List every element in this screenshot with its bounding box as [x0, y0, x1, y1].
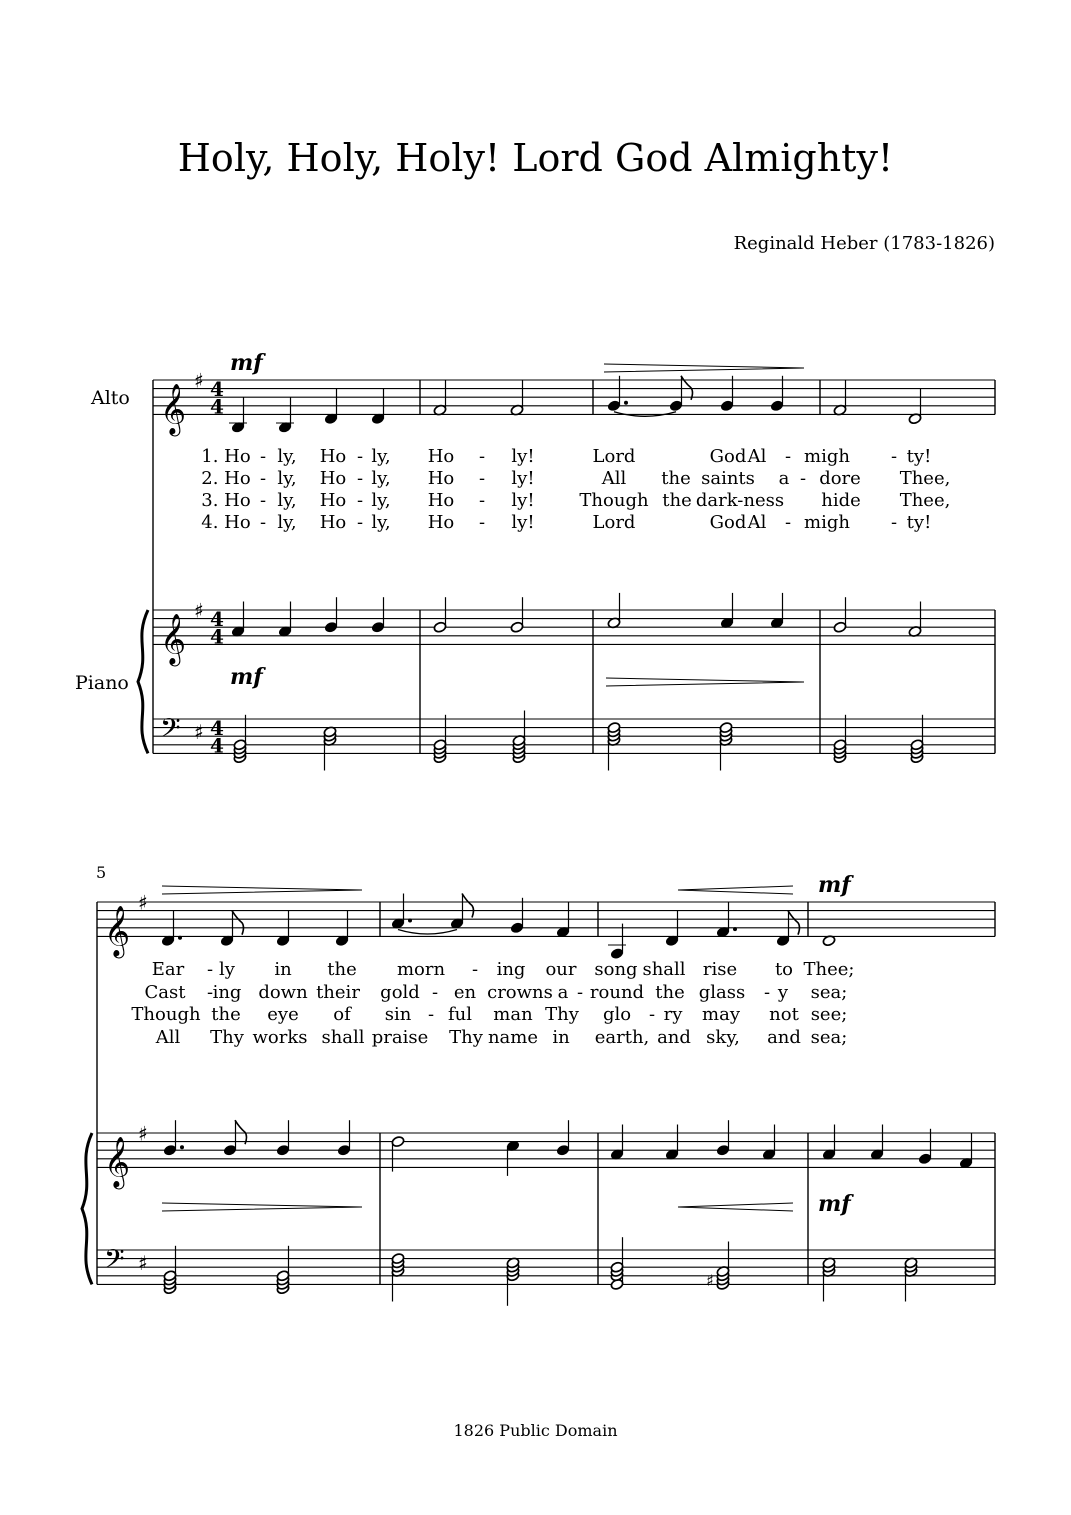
- lyric-verse-1: ing: [496, 959, 526, 980]
- lyric-verse-4: -: [356, 512, 364, 533]
- lyric-verse-2: -: [478, 468, 486, 489]
- augmentation-dot: [178, 936, 182, 940]
- accidental-sharp-icon: ♯: [706, 1271, 714, 1291]
- lyric-verse-4: -: [890, 512, 898, 533]
- lyric-verse-3: -: [427, 1004, 435, 1025]
- lyric-verse-3: ry: [663, 1004, 683, 1025]
- treble-clef-icon: 𝄞: [104, 905, 131, 957]
- lyric-verse-1: ty!: [906, 446, 932, 467]
- measure-number: 5: [96, 863, 107, 882]
- lyric-verse-2: Ho: [319, 468, 347, 489]
- lyric-verse-2: en: [453, 982, 477, 1003]
- lyric-verse-2: Ho: [427, 468, 455, 489]
- note-head: [324, 621, 338, 633]
- note-head: [510, 922, 524, 934]
- piano-brace: [138, 610, 148, 753]
- lyric-verse-4: sea;: [810, 1027, 848, 1048]
- lyric-verse-3: the: [662, 490, 692, 511]
- note-head: [669, 400, 683, 412]
- time-signature-denominator: 4: [210, 394, 224, 419]
- lyric-verse-2: a: [557, 982, 569, 1003]
- lyric-verse-3: ful: [447, 1004, 473, 1025]
- augmentation-dot: [624, 401, 628, 405]
- lyric-verse-4: name: [487, 1027, 539, 1048]
- note-head: [391, 1136, 405, 1148]
- lyric-verse-3: dark-ness: [695, 490, 785, 511]
- augmentation-dot: [733, 927, 737, 931]
- lyric-verse-1: morn: [396, 959, 446, 980]
- lyric-verse-1: 1. Ho: [201, 446, 251, 467]
- note-head: [276, 1144, 290, 1156]
- lyrics-group: [131, 446, 950, 1048]
- lyric-verse-2: -: [431, 982, 439, 1003]
- lyric-verse-4: -: [784, 512, 792, 533]
- lyric-verse-4: Thy: [449, 1027, 483, 1048]
- note-flag: [462, 894, 474, 918]
- lyric-verse-3: Though: [131, 1004, 201, 1025]
- lyric-verse-2: All: [601, 468, 627, 489]
- time-signature-numerator: 4: [210, 607, 224, 632]
- key-sharp-icon: ♯: [194, 598, 204, 623]
- lyric-verse-3: of: [333, 1004, 351, 1025]
- lyric-verse-1: -: [784, 446, 792, 467]
- lyric-verse-4: Thy: [210, 1027, 244, 1048]
- lyric-verse-2: their: [316, 982, 360, 1003]
- note-head: [556, 1144, 570, 1156]
- crescendo-hairpin: [678, 1203, 793, 1211]
- lyric-verse-2: dore: [819, 468, 861, 489]
- decrescendo-hairpin: [606, 678, 804, 686]
- lyric-verse-1: Ho: [319, 446, 347, 467]
- lyric-verse-4: works: [252, 1027, 308, 1048]
- lyric-verse-1: God: [709, 446, 747, 467]
- note-head: [163, 1144, 177, 1156]
- augmentation-dot: [180, 1145, 184, 1149]
- note-head: [770, 400, 784, 412]
- note-head: [716, 1144, 730, 1156]
- note-flag: [232, 911, 244, 935]
- lyric-verse-2: -: [763, 982, 771, 1003]
- bass-clef-icon: 𝄢: [104, 1243, 125, 1282]
- lyric-verse-2: down: [258, 982, 308, 1003]
- lyric-verse-1: our: [545, 959, 577, 980]
- lyric-verse-2: ly,: [277, 468, 297, 489]
- lyric-verse-4: All: [155, 1027, 181, 1048]
- key-sharp-icon: ♯: [194, 368, 204, 393]
- lyric-verse-1: -: [471, 959, 479, 980]
- dynamic-mark: mf: [818, 1191, 851, 1217]
- lyric-verse-2: the: [655, 982, 685, 1003]
- note-flag: [788, 911, 800, 935]
- lyric-verse-3: -: [356, 490, 364, 511]
- lyric-verse-4: ty!: [906, 512, 932, 533]
- lyric-verse-1: -: [206, 959, 214, 980]
- lyric-verse-1: ly,: [371, 446, 391, 467]
- note-head: [607, 400, 621, 412]
- lyric-verse-1: the: [327, 959, 357, 980]
- note-head: [223, 1144, 237, 1156]
- lyric-verse-4: ly,: [371, 512, 391, 533]
- dynamic-mark: mf: [818, 872, 851, 898]
- tie: [398, 930, 457, 935]
- lyric-verse-3: 3. Ho: [201, 490, 251, 511]
- lyric-verse-4: Ho: [427, 512, 455, 533]
- lyric-verse-2: y: [777, 982, 789, 1003]
- lyric-verse-4: praise: [371, 1027, 429, 1048]
- key-sharp-icon: ♯: [138, 1121, 148, 1146]
- lyric-verse-1: Ho: [427, 446, 455, 467]
- note-head: [610, 948, 624, 960]
- lyric-verse-3: see;: [810, 1004, 848, 1025]
- lyric-verse-1: -: [259, 446, 267, 467]
- note-head: [371, 621, 385, 633]
- lyric-verse-3: hide: [821, 490, 861, 511]
- copyright-footer: 1826 Public Domain: [453, 1421, 618, 1440]
- lyric-verse-2: ing: [212, 982, 242, 1003]
- note-head: [510, 621, 524, 633]
- dynamic-mark: mf: [230, 664, 263, 690]
- bass-clef-icon: 𝄢: [160, 712, 181, 751]
- lyric-verse-2: ly,: [371, 468, 391, 489]
- lyric-verse-2: a: [778, 468, 790, 489]
- lyric-verse-3: ly,: [371, 490, 391, 511]
- time-signature-denominator: 4: [210, 733, 224, 758]
- lyric-verse-2: glass: [698, 982, 746, 1003]
- decrescendo-hairpin: [162, 886, 362, 894]
- note-head: [918, 1153, 932, 1165]
- lyric-verse-2: Thee,: [899, 468, 951, 489]
- lyric-verse-1: in: [274, 959, 292, 980]
- lyric-verse-2: the: [661, 468, 691, 489]
- lyric-verse-4: -: [478, 512, 486, 533]
- lyric-verse-4: Lord: [592, 512, 636, 533]
- lyric-verse-3: Though: [579, 490, 649, 511]
- lyric-verse-2: round: [589, 982, 645, 1003]
- lyric-verse-3: Ho: [427, 490, 455, 511]
- key-sharp-icon: ♯: [138, 890, 148, 915]
- lyric-verse-2: -: [259, 468, 267, 489]
- lyric-verse-3: ly!: [511, 490, 535, 511]
- crescendo-hairpin: [678, 886, 793, 894]
- note-head: [833, 621, 847, 633]
- lyric-verse-1: ly: [219, 959, 235, 980]
- lyric-verse-3: -: [478, 490, 486, 511]
- lyric-verse-3: the: [211, 1004, 241, 1025]
- lyric-verse-1: to: [774, 959, 794, 980]
- lyric-verse-3: not: [769, 1004, 799, 1025]
- lyric-verse-3: ly,: [277, 490, 297, 511]
- lyric-verse-1: ly,: [277, 446, 297, 467]
- lyric-verse-2: ly!: [511, 468, 535, 489]
- lyric-verse-1: Thee;: [803, 959, 855, 980]
- lyric-verse-1: Ear: [151, 959, 185, 980]
- treble-clef-icon: 𝄞: [160, 383, 187, 435]
- note-flag: [235, 1120, 247, 1144]
- lyric-verse-4: in: [552, 1027, 570, 1048]
- lyric-verse-3: man: [493, 1004, 533, 1025]
- lyric-verse-4: and: [767, 1027, 801, 1048]
- key-sharp-icon: ♯: [138, 1251, 148, 1276]
- lyric-verse-3: -: [648, 1004, 656, 1025]
- lyric-verse-3: Thee,: [899, 490, 951, 511]
- lyric-verse-1: ly!: [511, 446, 535, 467]
- lyric-verse-1: shall: [642, 959, 686, 980]
- lyric-verse-1: Lord: [592, 446, 636, 467]
- lyric-verse-4: ly,: [277, 512, 297, 533]
- lyric-verse-2: -: [206, 982, 214, 1003]
- lyric-verse-1: Al: [747, 446, 767, 467]
- lyric-verse-3: eye: [267, 1004, 299, 1025]
- lyric-verse-1: -: [356, 446, 364, 467]
- time-signature-numerator: 4: [210, 377, 224, 402]
- lyric-verse-1: -: [478, 446, 486, 467]
- lyric-verse-2: -: [799, 468, 807, 489]
- lyric-verse-4: and: [657, 1027, 691, 1048]
- piano-brace: [82, 1133, 92, 1284]
- lyric-verse-2: 2. Ho: [201, 468, 251, 489]
- key-sharp-icon: ♯: [194, 720, 204, 745]
- note-flag: [681, 376, 693, 400]
- note-head: [337, 1144, 351, 1156]
- lyric-verse-4: 4. Ho: [201, 512, 251, 533]
- time-signature-numerator: 4: [210, 716, 224, 741]
- lyric-verse-3: -: [259, 490, 267, 511]
- lyric-verse-3: Ho: [319, 490, 347, 511]
- lyric-verse-3: glo: [602, 1004, 632, 1025]
- decrescendo-hairpin: [162, 1203, 362, 1211]
- treble-clef-icon: 𝄞: [160, 613, 187, 665]
- lyric-verse-1: migh: [804, 446, 850, 467]
- lyric-verse-1: rise: [702, 959, 738, 980]
- lyric-verse-2: saints: [701, 468, 755, 489]
- lyric-verse-3: sin: [384, 1004, 412, 1025]
- lyric-verse-1: song: [594, 959, 638, 980]
- alto-part-label: Alto: [91, 387, 130, 409]
- lyric-verse-4: Ho: [319, 512, 347, 533]
- lyric-verse-4: -: [259, 512, 267, 533]
- lyric-verse-4: shall: [321, 1027, 365, 1048]
- lyric-verse-4: sky,: [706, 1027, 740, 1048]
- lyric-verse-2: -: [356, 468, 364, 489]
- dynamic-mark: mf: [230, 350, 263, 376]
- lyric-verse-4: earth,: [594, 1027, 650, 1048]
- lyric-verse-4: God: [709, 512, 747, 533]
- lyric-verse-4: migh: [804, 512, 850, 533]
- note-head: [720, 400, 734, 412]
- augmentation-dot: [408, 919, 412, 923]
- lyric-verse-2: crowns: [487, 982, 553, 1003]
- treble-clef-icon: 𝄞: [104, 1136, 131, 1188]
- lyric-verse-2: sea;: [810, 982, 848, 1003]
- lyric-verse-3: Thy: [545, 1004, 579, 1025]
- note-head: [433, 621, 447, 633]
- composer-credit: Reginald Heber (1783-1826): [733, 233, 995, 254]
- lyric-verse-3: may: [702, 1004, 740, 1025]
- lyric-verse-2: gold: [380, 982, 420, 1003]
- page-title: Holy, Holy, Holy! Lord God Almighty!: [177, 136, 894, 180]
- piano-part-label: Piano: [75, 672, 129, 694]
- lyric-verse-4: Al: [747, 512, 767, 533]
- lyric-verse-1: -: [890, 446, 898, 467]
- lyric-verse-4: ly!: [511, 512, 535, 533]
- decrescendo-hairpin: [604, 364, 804, 372]
- lyric-verse-2: -: [576, 982, 584, 1003]
- lyric-verse-2: Cast: [144, 982, 186, 1003]
- time-signature-denominator: 4: [210, 624, 224, 649]
